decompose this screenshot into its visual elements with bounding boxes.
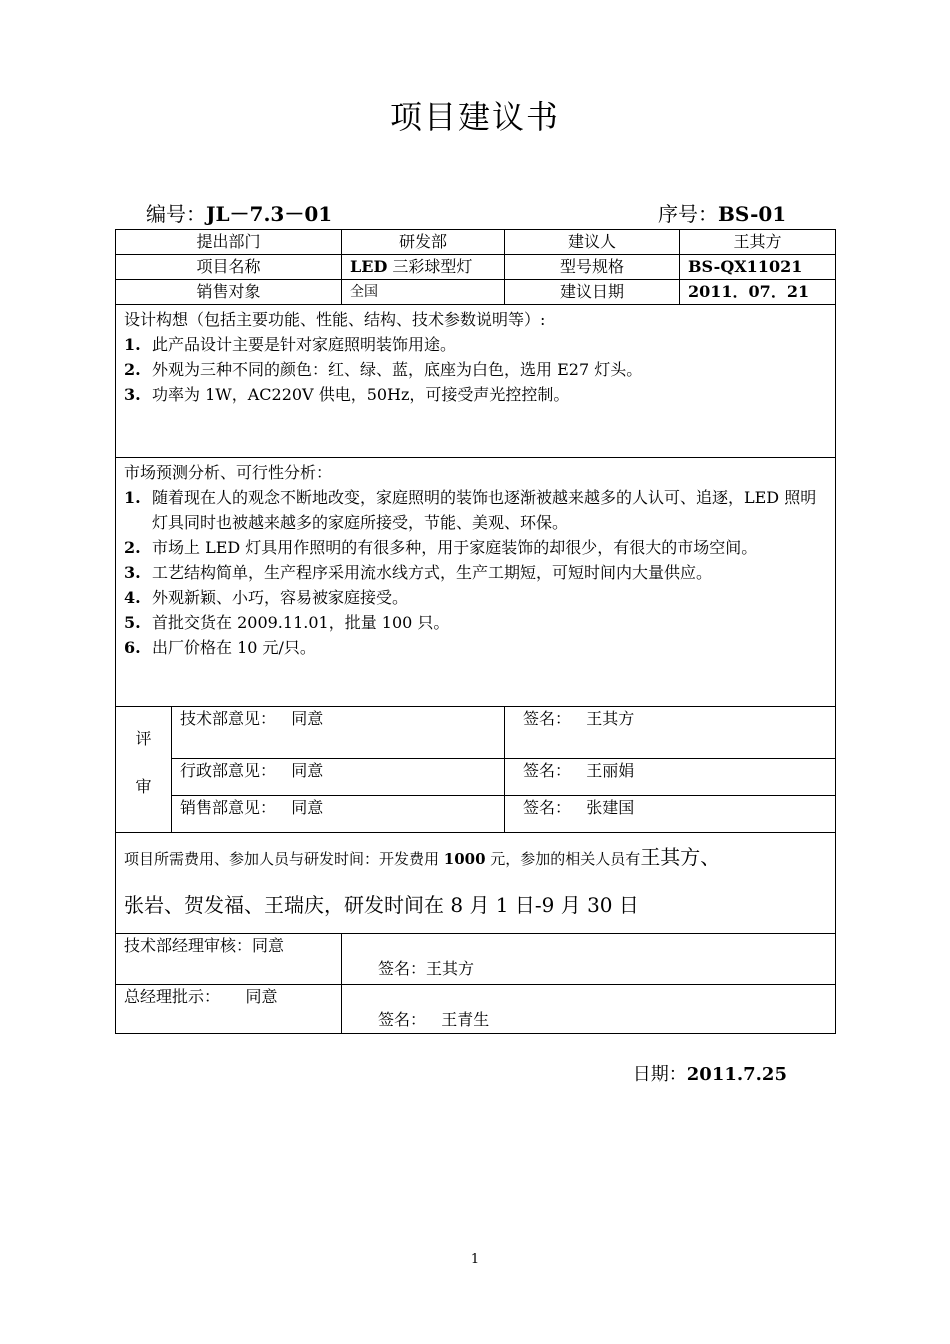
design-section-row: [116, 305, 836, 458]
page-number: 1: [470, 1252, 480, 1267]
model-value: BS-QX11021: [680, 255, 836, 280]
sign-label: 签名：: [523, 709, 572, 728]
item-number: 4.: [124, 588, 141, 607]
budget-section: [116, 833, 836, 934]
review-dept: 销售部意见：: [180, 798, 277, 817]
document-sequence: [658, 198, 786, 227]
seq-value: BS-01: [718, 202, 787, 226]
review-tech-sign: [505, 707, 836, 759]
form-row-project: [116, 255, 836, 280]
list-item: [124, 535, 827, 560]
item-text: 功率为 1W，AC220V 供电，50Hz，可接受声光控控制。: [152, 385, 570, 404]
review-label: [116, 707, 172, 833]
approval-row-tech: [116, 934, 836, 985]
document-title: 项目建议书: [389, 98, 560, 136]
sales-target-label: 销售对象: [116, 280, 342, 305]
tech-manager-label: 技术部经理审核：: [124, 936, 253, 955]
list-item: [124, 610, 827, 635]
suggest-date-value: 2011．07．21: [680, 280, 836, 305]
project-name-label: 项目名称: [116, 255, 342, 280]
form-row-sales: [116, 280, 836, 305]
review-opinion: 同意: [291, 761, 324, 780]
sign-label: 签名：: [378, 1010, 427, 1029]
budget-line-1: [124, 845, 827, 871]
review-row: [116, 707, 836, 759]
list-item: [124, 382, 827, 407]
sales-target-value: 全国: [342, 280, 505, 305]
item-text: 此产品设计主要是针对家庭照明装饰用途。: [152, 335, 457, 354]
item-number: 2.: [124, 360, 141, 379]
proposer-value: 王其方: [680, 230, 836, 255]
market-section: [116, 458, 836, 707]
review-admin-opinion: [172, 759, 505, 796]
review-row: [116, 759, 836, 796]
form-row-dept: [116, 230, 836, 255]
code-label: 编号：: [146, 202, 206, 226]
budget-text-b: 元，参加的相关人员有: [485, 850, 641, 868]
market-list: [124, 485, 827, 660]
sign-label: 签名：: [523, 761, 572, 780]
project-name-bold: LED: [350, 257, 388, 276]
item-number: 1.: [124, 488, 141, 507]
seq-label: 序号：: [658, 202, 718, 226]
item-number: 5.: [124, 613, 141, 632]
proposer-label: 建议人: [505, 230, 680, 255]
budget-text-c: 王其方、: [640, 845, 721, 869]
proposal-form-table: [115, 229, 836, 1034]
dept-value: 研发部: [342, 230, 505, 255]
list-item: [124, 560, 827, 585]
model-label: 型号规格: [505, 255, 680, 280]
item-text: 出厂价格在 10 元/只。: [152, 638, 316, 657]
tech-manager-opinion: 同意: [252, 936, 285, 955]
design-list: [124, 332, 827, 407]
code-value: JL－7.3－01: [206, 202, 333, 226]
list-item: [124, 332, 827, 357]
review-opinion: 同意: [291, 798, 324, 817]
review-dept: 技术部意见：: [180, 709, 277, 728]
review-label-char-2: 审: [135, 777, 152, 796]
date-label: 日期：: [632, 1064, 687, 1085]
market-section-row: [116, 458, 836, 707]
review-opinion: 同意: [291, 709, 324, 728]
date-value: 2011.7.25: [686, 1064, 787, 1085]
gm-opinion: 同意: [245, 987, 278, 1006]
item-text: 市场上 LED 灯具用作照明的有很多种，用于家庭装饰的却很少，有很大的市场空间。: [152, 538, 758, 557]
document-code: [146, 198, 332, 227]
tech-manager-sign: 签名：王其方: [342, 934, 836, 985]
review-tech-opinion: [172, 707, 505, 759]
item-text: 随着现在人的观念不断地改变，家庭照明的装饰也逐渐被越来越多的人认可、追逐，LED 照明灯具同时也被越来越多的家庭所接受，节能、美观、环保。: [152, 488, 817, 532]
item-text: 外观为三种不同的颜色：红、绿、蓝，底座为白色，选用 E27 灯头。: [152, 360, 643, 379]
dept-label: 提出部门: [116, 230, 342, 255]
review-sales-sign: [505, 796, 836, 833]
design-section-title: 设计构想（包括主要功能、性能、结构、技术参数说明等）:: [124, 310, 546, 329]
project-name-rest: 三彩球型灯: [387, 257, 473, 276]
project-name-value: [342, 255, 505, 280]
list-item: [124, 357, 827, 382]
gm-sign: [342, 985, 836, 1034]
approval-row-gm: [116, 985, 836, 1034]
item-text: 工艺结构简单，生产程序采用流水线方式，生产工期短，可短时间内大量供应。: [152, 563, 713, 582]
suggest-date-label: 建议日期: [505, 280, 680, 305]
item-number: 3.: [124, 563, 141, 582]
list-item: [124, 485, 827, 535]
item-text: 首批交货在 2009.11.01，批量 100 只。: [152, 613, 450, 632]
sign-label: 签名：: [523, 798, 572, 817]
budget-text-a: 项目所需费用、参加人员与研发时间：开发费用: [124, 850, 444, 868]
review-sales-opinion: [172, 796, 505, 833]
item-text: 外观新颖、小巧，容易被家庭接受。: [152, 588, 409, 607]
item-number: 2.: [124, 538, 141, 557]
footer-date: [633, 1060, 787, 1086]
design-section: [116, 305, 836, 458]
list-item: [124, 635, 827, 660]
gm-cell: [116, 985, 342, 1034]
review-dept: 行政部意见：: [180, 761, 277, 780]
market-section-title: 市场预测分析、可行性分析：: [124, 463, 333, 482]
gm-label: 总经理批示：: [124, 987, 221, 1006]
signer-name: 王丽娟: [586, 761, 635, 780]
review-admin-sign: [505, 759, 836, 796]
signer-name: 王青生: [441, 1010, 490, 1029]
budget-row: [116, 833, 836, 934]
review-label-char-1: 评: [135, 729, 152, 748]
review-row: [116, 796, 836, 833]
signer-name: 王其方: [586, 709, 635, 728]
tech-manager-cell: [116, 934, 342, 985]
item-number: 6.: [124, 638, 141, 657]
item-number: 3.: [124, 385, 141, 404]
budget-cost: 1000: [443, 850, 486, 868]
list-item: [124, 585, 827, 610]
signer-name: 张建国: [586, 798, 635, 817]
budget-line-2: 张岩、贺发福、王瑞庆，研发时间在 8 月 1 日-9 月 30 日: [124, 893, 639, 917]
item-number: 1.: [124, 335, 141, 354]
